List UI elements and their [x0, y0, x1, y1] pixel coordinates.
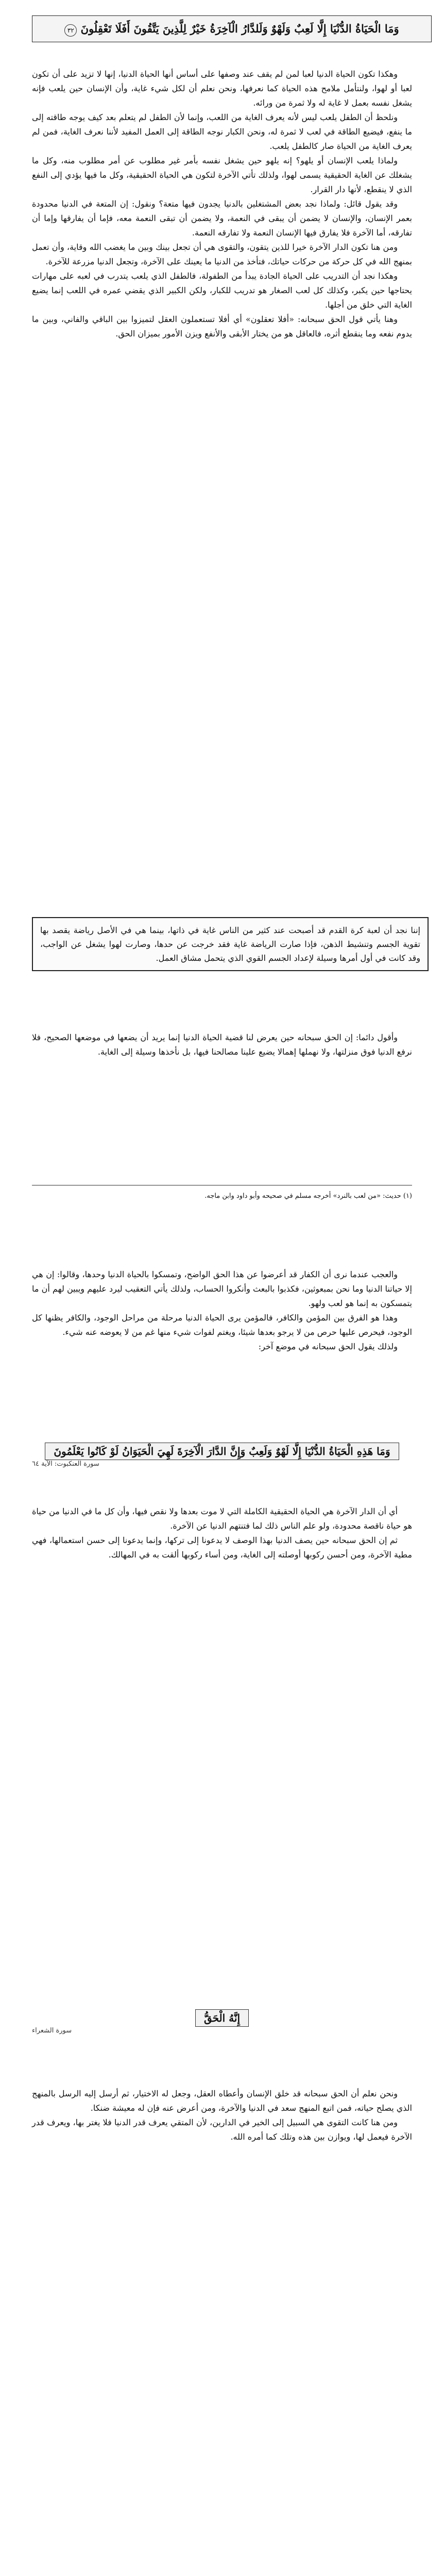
- paragraph: وهذا هو الفرق بين المؤمن والكافر، فالمؤمن يرى الحياة الدنيا مرحلة من مراحل الوجود، والكافر يظنها كل الوجود، فيحرص عليها حرص من لا يرجو بعدها شيئا، ويغتم لفوات شيء منها غم من لا يعوضه عنه شيء.: [32, 1313, 412, 1337]
- paragraph: وهنا يأتي قول الحق سبحانه: «أفلا تعقلون» أي أفلا تستعملون العقل لتميزوا بين الباقي والفاني، وبين ما يدوم نفعه وما ينقطع أثره، فالعاقل هو من يختار الأبقى والأنفع ويزن الأمور بميزان الحق.: [32, 314, 412, 338]
- quote-block: [32, 1443, 412, 1468]
- footnote-block: [32, 1191, 412, 1201]
- mid-verse-block: [32, 2009, 412, 2035]
- paragraph: وهكذا تكون الحياة الدنيا لعبا لمن لم يقف عند وصفها على أساس أنها الحياة الدنيا، إنها لا تزيد على أن تكون لعبا أو لهوا، ولنتأمل ملامح هذه الحياة كما نعرفها، ونحن نعلم أن لكل شيء غاية، وأن الإنسان حين يلعب فإنه يشغل نفسه بعمل لا غاية له ولا ثمرة من ورائه.: [32, 69, 412, 108]
- quote-reference: سورة العنكبوت: الآية ٦٤: [32, 1460, 99, 1468]
- paragraph: ونحن نعلم أن الحق سبحانه قد خلق الإنسان وأعطاه العقل، وجعل له الاختيار، ثم أرسل إليه الرسل بالمنهج الذي يصلح حياته، فمن اتبع المنهج سعد في الدنيا والآخرة، ومن أعرض عنه فإن له معيشة ضنكا.: [32, 2089, 412, 2113]
- verse-number-badge: ٣٢: [64, 24, 77, 37]
- quoted-verse: وَمَا هَذِهِ الْحَيَاةُ الدُّنْيَا إِلَّا لَهْوٌ وَلَعِبٌ وَإِنَّ الدَّارَ الْآخِرَةَ لَهِيَ الْحَيَوَانُ لَوْ كَانُوا يَعْلَمُونَ: [45, 1443, 399, 1460]
- paragraph: وأقول دائما: إن الحق سبحانه حين يعرض لنا قضية الحياة الدنيا إنما يريد أن يضعها في موضعها الصحيح، فلا نرفع الدنيا فوق منزلتها، ولا نهملها إهمالا يضيع علينا مصالحنا فيها، بل نأخذها وسيلة إلى الغاية.: [32, 1032, 412, 1057]
- page2-body: [32, 1267, 412, 1354]
- verse-header: وَمَا الْحَيَاةُ الدُّنْيَا إِلَّا لَعِبٌ وَلَهْوٌ وَلَلدَّارُ الْآخِرَةُ خَيْرٌ لِلَّذِينَ يَتَّقُونَ أَفَلَا تَعْقِلُونَ ٣٢: [42, 21, 422, 37]
- paragraph: أي أن الدار الآخرة هي الحياة الحقيقية الكاملة التي لا موت بعدها ولا نقص فيها، وأن كل ما في الدنيا من حياة هو حياة ناقصة محدودة، ولو علم الناس ذلك لما فتنتهم الدنيا عن الآخرة.: [32, 1506, 412, 1531]
- paragraph: ولماذا يلعب الإنسان أو يلهو؟ إنه يلهو حين يشغل نفسه بأمر غير مطلوب عن أمر مطلوب منه، وكل ما يشغلك عن الغاية الحقيقية يسمى لهوا، ولذلك تأتي الآخرة لتكون هي الحياة الحقيقية، وكل ما فيها يؤدي إلى النفع الذي لا ينقطع، لأنها دار القرار.: [32, 156, 412, 194]
- page1-after-box: [32, 1030, 412, 1059]
- boxed-note-text: إننا نجد أن لعبة كرة القدم قد أصبحت عند كثير من الناس غاية في ذاتها، بينما هي في الأصل رياضة يقصد بها تقوية الجسم وتنشيط الذهن، فإذا صارت الرياضة غاية فقد خرجت عن حدها، وصارت لهوا يشغل عن الواجب، وقد كانت في أول أمرها وسيلة لإعداد الجسم القوي الذي يتحمل مشاق العمل.: [40, 925, 420, 963]
- paragraph: ومن هنا تكون الدار الآخرة خيرا للذين يتقون، والتقوى هي أن تجعل بينك وبين ما يغضب الله وقاية، وأن تعمل بمنهج الله في كل حركة من حركات حياتك، فتأخذ من الدنيا ما يعينك على الآخرة، وتجعل الدنيا مزرعة للآخرة.: [32, 242, 412, 266]
- paragraph: ونلحظ أن الطفل يلعب ليس لأنه يعرف الغاية من اللعب، وإنما لأن الطفل لم يتعلم بعد كيف يوجه طاقته إلى ما ينفع، فيضيع الطاقة في لعب لا ثمرة له، ونحن الكبار نوجه الطاقة إلى العمل المفيد لأننا نعرف الغاية، فمن لم يعرف الغاية من الحياة صار كالطفل يلعب.: [32, 112, 412, 151]
- page2-mid: [32, 1504, 412, 1562]
- mid-verse-reference: سورة الشعراء: [32, 2027, 72, 2035]
- paragraph: والعجب عندما نرى أن الكفار قد أعرضوا عن هذا الحق الواضح، وتمسكوا بالحياة الدنيا وحدها، وقالوا: إن هي إلا حياتنا الدنيا وما نحن بمبعوثين، فكذبوا بالبعث وأنكروا الحساب، ولذلك يأتي التعقيب ليرد عليهم ويبين لهم أن ما يتمسكون به إنما هو لعب ولهو.: [32, 1269, 413, 1308]
- page2-later: [32, 2087, 412, 2144]
- paragraph: وهكذا نجد أن التدريب على الحياة الجادة يبدأ من الطفولة، فالطفل الذي يلعب يتدرب في لعبه على مهارات يحتاجها حين يكبر، وكذلك كل لعب الصغار هو تدريب للكبار، ولكن الكبير الذي يقضي عمره في اللعب إنما يضيع الغاية التي خلق من أجلها.: [32, 271, 413, 310]
- mid-verse: إِنَّهُ الْحَقُّ: [195, 2009, 249, 2027]
- paragraph: وقد يقول قائل: ولماذا نجد بعض المشتغلين بالدنيا يجدون فيها متعة؟ ونقول: إن المتعة في الدنيا محدودة بعمر الإنسان، والإنسان لا يضمن أن يبقى في النعمة، ولا يضمن أن تبقى النعمة معه، فإما أن يفارقها وإما أن تفارقه، أما الآخرة فلا يفارق فيها الإنسان النعمة ولا تفارقه النعمة.: [32, 199, 412, 238]
- paragraph: ولذلك يقول الحق سبحانه في موضع آخر:: [258, 1342, 398, 1351]
- paragraph: ومن هنا كانت التقوى هي السبيل إلى الخير في الدارين، لأن المتقي يعرف قدر الدنيا فلا يغتر بها، ويعرف قدر الآخرة فيعمل لها، ويوازن بين هذه وتلك كما أمره الله.: [32, 2117, 412, 2142]
- page1-body: [32, 67, 412, 341]
- footnote: (١) حديث: «من لعب بالنرد» أخرجه مسلم في صحيحه وأبو داود وابن ماجه.: [204, 1192, 412, 1200]
- boxed-note: [32, 917, 429, 971]
- paragraph: ثم إن الحق سبحانه حين يصف الدنيا بهذا الوصف لا يدعونا إلى تركها، وإنما يدعونا إلى حسن استعمالها، فهي مطية الآخرة، ومن أحسن ركوبها أوصلته إلى الغاية، ومن أساء ركوبها ألقت به في المهالك.: [32, 1535, 412, 1560]
- verse-header-box: [32, 15, 432, 42]
